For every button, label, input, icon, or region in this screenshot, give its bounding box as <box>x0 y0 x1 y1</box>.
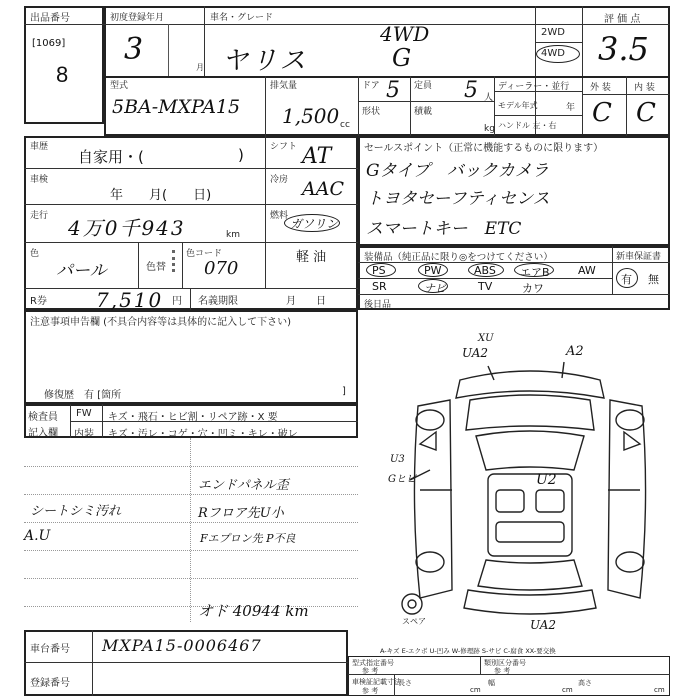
grade: G <box>392 44 412 72</box>
first-reg-value: 3 <box>124 32 144 67</box>
remark-right-2: Rフロア先U小 <box>198 506 284 521</box>
car-diagram <box>390 340 670 630</box>
fuel-gas: ガソリン <box>290 217 339 231</box>
remark-left-1: シートシミ汚れ <box>30 504 122 519</box>
first-reg-label: 初度登録年月 <box>110 13 165 23</box>
equip-airbag: エアB <box>520 266 550 279</box>
load-label: 積載 <box>414 107 433 117</box>
height-label: 高さ <box>578 679 592 687</box>
lot-label: 出品番号 <box>30 13 70 24</box>
model-label: 車名・グレード <box>210 13 274 23</box>
equip-navi: ナビ <box>424 282 446 295</box>
km-unit: km <box>226 230 240 240</box>
class-label: 類別区分番号 <box>484 659 526 667</box>
capacity-unit: 人 <box>484 93 494 103</box>
fuel-label: 燃料 <box>270 211 289 221</box>
recycle-label: R券 <box>30 296 47 307</box>
remark-right-3: Fエプロン先 P不良 <box>200 532 296 545</box>
remark-left-2: A.U <box>24 528 51 544</box>
doors-label: ドア <box>362 81 380 91</box>
month-unit: 月 <box>196 63 204 72</box>
damage-mark-7: UA2 <box>530 618 557 632</box>
interior-items: キズ・汚レ・コゲ・穴・凹ミ・キレ・破レ <box>108 429 298 440</box>
length-unit: cm <box>470 686 481 694</box>
capacity-value: 5 <box>464 78 478 103</box>
damage-mark-3: A2 <box>566 344 584 359</box>
sales-line-3: スマートキー ETC <box>366 219 522 239</box>
handle-label: ハンドル 左・右 <box>498 121 557 130</box>
inspection-label: 車検 <box>30 175 49 185</box>
cert-ref: 参 考 <box>362 687 379 695</box>
equip-ps: PS <box>372 264 386 277</box>
width-unit: cm <box>562 686 573 694</box>
chassis-label: 車台番号 <box>30 644 70 655</box>
lot-number: 8 <box>56 62 69 87</box>
retrofit-label: 後日品 <box>364 300 392 310</box>
shift-label: シフト <box>270 142 298 152</box>
interior-score: C <box>636 98 656 128</box>
equip-pw: PW <box>424 264 442 277</box>
shape-label: 形状 <box>362 107 381 117</box>
history-label: 車歴 <box>30 142 49 152</box>
damage-mark-6: U2 <box>536 472 557 488</box>
drive-handwritten: 4WD <box>380 22 430 46</box>
name-limit-value: 月 日 <box>286 296 326 307</box>
score-label: 評 価 点 <box>604 14 641 25</box>
sales-label: セールスポイント（正常に機能するものに限ります） <box>364 143 604 154</box>
color-code-value: 070 <box>204 258 239 279</box>
equipment-label: 装備品（純正品に限り◎をつけてください） <box>364 252 553 263</box>
mileage-value: 4万0千943 <box>68 216 186 240</box>
legend: A-キズ E-エクボ U-凹み W-修理跡 S-サビ C-腐食 XX-要交換 <box>380 647 556 655</box>
cc-value: 1,500 <box>282 104 340 128</box>
equip-abs: ABS <box>474 264 496 277</box>
equip-tv: TV <box>478 280 493 293</box>
cert-label: 車検証記載寸法 <box>352 678 401 686</box>
color-value: パール <box>56 261 107 281</box>
warranty-yes: 有 <box>621 273 632 286</box>
year-unit: 年 <box>566 103 576 113</box>
inspector-label-1: 検査員 <box>28 412 58 423</box>
inspection-value: 年 月( 日) <box>110 188 212 203</box>
doors-value: 5 <box>386 78 400 103</box>
shift-value: AT <box>302 144 332 169</box>
type-value: 5BA-MXPA15 <box>112 96 241 118</box>
fuel-diesel: 軽 油 <box>296 250 327 265</box>
dealer-label: ディーラー・並行 <box>498 82 570 92</box>
equip-leather: カワ <box>522 282 544 295</box>
damage-mark-5: Gヒビ <box>388 474 416 485</box>
car-name: ヤリス <box>222 46 309 76</box>
sales-line-2: トヨタセーフティセンス <box>366 189 550 209</box>
chassis-value: MXPA15-0006467 <box>102 636 262 655</box>
history-close: ) <box>238 146 244 164</box>
reg-label: 登録番号 <box>30 678 70 689</box>
ac-value: AAC <box>302 178 344 200</box>
equip-sr: SR <box>372 280 387 293</box>
repair-label: 修復歴 有 [箇所 <box>44 390 122 401</box>
cc-label: 排気量 <box>270 81 298 91</box>
paint-change-label: 色替 <box>146 262 166 273</box>
type-label: 型式 <box>110 81 129 91</box>
exterior-label: 外 装 <box>590 83 611 93</box>
history-value: 自家用・( <box>78 148 144 166</box>
class-ref: 参 考 <box>494 667 511 675</box>
sales-line-1: Gタイプ バックカメラ <box>366 161 549 181</box>
equip-aw: AW <box>578 264 596 277</box>
name-limit-label: 名義期限 <box>198 296 238 307</box>
type-spec-label: 型式指定番号 <box>352 659 394 667</box>
notes-label: 注意事項申告欄 (不具合内容等は具体的に記入して下さい) <box>30 317 291 328</box>
capacity-label: 定員 <box>414 81 433 91</box>
warranty-no: 無 <box>648 273 659 286</box>
mileage-note: オド 40944 km <box>198 602 309 620</box>
remark-right-1: エンドパネル歪 <box>198 478 289 493</box>
repair-close: ] <box>342 386 346 397</box>
fw-items: キズ・飛石・ヒビ割・リペア跡・X 要 <box>108 412 278 423</box>
paint-change-box <box>172 250 180 272</box>
fw-label: FW <box>76 408 92 419</box>
drive-4wd: 4WD <box>541 48 565 59</box>
yen-unit: 円 <box>172 296 182 307</box>
width-label: 幅 <box>488 679 495 687</box>
spare-label: スペア <box>402 617 426 626</box>
model-year-label: モデル年式 <box>498 101 538 110</box>
recycle-value: 7,510 <box>96 288 164 312</box>
color-label: 色 <box>30 249 40 259</box>
warranty-label: 新車保証書 <box>616 252 662 262</box>
type-spec-ref: 参 考 <box>362 667 379 675</box>
interior-label: 内 装 <box>634 83 655 93</box>
score: 3.5 <box>598 30 649 68</box>
mileage-label: 走行 <box>30 211 49 221</box>
ac-label: 冷房 <box>270 175 289 185</box>
lot-code: [1069] <box>32 38 66 49</box>
drive-2wd: 2WD <box>541 27 565 38</box>
color-code-label: 色コード <box>186 249 223 259</box>
damage-mark-1: XU <box>478 333 494 344</box>
damage-mark-4: U3 <box>390 454 405 465</box>
cc-unit: cc <box>340 120 350 130</box>
height-unit: cm <box>654 686 665 694</box>
damage-mark-2: UA2 <box>462 346 489 360</box>
length-label: 長さ <box>398 679 412 687</box>
exterior-score: C <box>592 98 612 128</box>
kg-unit: kg <box>484 124 495 134</box>
interior-inspect-label: 内装 <box>74 429 94 440</box>
inspector-label-2: 記入欄 <box>28 428 58 439</box>
